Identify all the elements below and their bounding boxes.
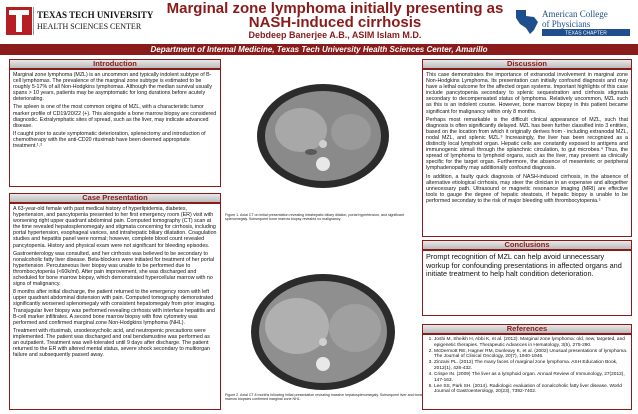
- discussion-paragraph-1: This case demonstrates the importance of extranodal involvement in marginal zone Non-Hodgkins Lymphoma. Its presentation can initially confound diagnosis and may have a lethal outcome for the affected organ systems. Important highlights of this case include pancytopenia secondary to splenic sequestration and cirrhosis stigmata secondary to decompensated status of lymphoma. Relatively uncommon, MZL such as this is an indolent course. However, bone marrow biopsy in this patient became significant for malignancy within only 8 months.: [426, 72, 628, 115]
- double-t-icon: [4, 4, 154, 38]
- reference-item: 1. Joshi M, Sheikh H, Abbi K, et al. (2012). Marginal zone lymphoma: old, new, targeted, and epigenetic therapies. Therapeutic Advances in Hematology, 3(5), 275-290.: [434, 337, 628, 348]
- case-section: [9, 203, 221, 410]
- figure-2-caption: Figure 2. Axial CT 8 months following initial presentation revealing massive hepatosplenomegaly. Subsequent liver and bone marrow biopsies confirmed marginal zone NHL.: [225, 393, 423, 402]
- figure-1-caption: Figure 1. Axial CT on initial presentation revealing intrahepatic biliary dilation, portal hypertension, and significant splenomegaly. Subsequent bone marrow biopsy revealed no malignancy.: [225, 213, 404, 222]
- introduction-heading: Introduction: [9, 59, 221, 69]
- intro-paragraph-3: If caught prior to acute symptomatic deterioration, splenectomy and introduction of chemotherapy with the anti-CD20 rituximab have been deemed appropriate treatment.¹˒²: [13, 130, 206, 150]
- case-paragraph-3: 8 months after initial discharge, the patient returned to the emergency room with left upper quadrant abdominal distension with pain. Computed tomography demonstrated significantly worsened splenomegaly with consistent hepatomegaly from prior imaging. Transjugular liver biopsy was performed revealing cirrhosis with interface hepatitis and B-cell marker infiltrates. A second bone marrow biopsy with flow cytometry was performed and confirmed marginal zone Non-Hodgkins lymphoma (NHL).: [13, 289, 216, 326]
- poster-header: [0, 0, 638, 44]
- intro-paragraph-2: The spleen is one of the most common origins of MZL, with a characteristic tumor marker profile of CD19/20/22 (+). This alongside a bone marrow biopsy are considered diagnostic. Extralymphatic sites of spread, such as the liver, may indicate advanced disease.: [13, 104, 217, 129]
- case-paragraph-1: A 63-year-old female with past medical history of hyperlipidemia, diabetes, hypertension, and pancytopenia presented to her first emergency room (ER) visit with worsening right upper quadrant abdominal pain. Computed tomography (CT) scan at the time revealed hepatosplenomegaly and stigmata concerning for cirrhosis, including portal hypertension, esophageal varices, and intrahepatic biliary dilatation. Coagulation studies and hepatitis panel were normal; however, complete blood count revealed pancytopenia. History and physical exam were not significant for bleeding episodes.: [13, 206, 217, 249]
- discussion-heading: Discussion: [422, 59, 632, 69]
- acp-line1: American College: [542, 9, 608, 19]
- case-paragraph-2: Gastroenterology was consulted, and her cirrhosis was believed to be secondary to nonalcoholic fatty liver disease. Beta-blockers were initiated for treatment of her portal hypertension. Percutaneous liver biopsy was unable to be performed due to thrombocytopenia (<60k/ml). After pain improvement, she was discharged and scheduled for bone marrow biopsy, which demonstrated hypercellular marrow with no signs of malignancy.: [13, 250, 215, 288]
- discussion-section: [422, 69, 632, 237]
- figure-1-ct-image: [225, 60, 422, 210]
- logo-line2: HEALTH SCIENCES CENTER: [37, 22, 142, 31]
- conclusions-text: Prompt recognition of MZL can help avoid unnecessary workup for confounding presentations in affected organs and initiate treatment to help halt condition deterioration.: [426, 252, 622, 279]
- case-paragraph-4: Treatment with rituximab, ursodeoxycholic acid, and neutropenic precautions were implemented. The patient was discharged and oral bendamustine was performed as an outpatient. Treatment was well-tolerated until 9 days after discharge. The patient returned to the ER with altered mental status, severe shock secondary to multiorgan failure and subsequently passed away.: [13, 327, 210, 359]
- discussion-paragraph-3: In addition, a faulty quick diagnosis of NASH-induced cirrhosis, in the absence of alternative etiological cirrhosis, may steer the clinician in an expensive and altogether unnecessary path. Ultrasound or magnetic resonance imaging (MRI) are effective tools to gauge the degree of hepatic steatosis, if hepatic biopsy is unable to be performed secondary to the risk of major bleeding with thrombocytopenia.⁵: [426, 173, 628, 204]
- acp-line2: of Physicians: [542, 19, 591, 29]
- poster-title: Marginal zone lymphoma initially presenting as NASH-induced cirrhosis: [166, 0, 504, 31]
- ttuhsc-logo: [4, 4, 154, 38]
- texas-map-icon: [512, 4, 634, 38]
- acp-line3: TEXAS CHAPTER: [565, 30, 607, 37]
- case-heading: Case Presentation: [9, 193, 221, 203]
- references-heading: References: [422, 324, 632, 334]
- intro-paragraph-1: Marginal zone lymphoma (MZL) is an uncommon and typically indolent subtype of B-cell lymphomas. The prevalence of the marginal zone subtype is estimated to be roughly 5-17% of all Non-Hodgkins lymphomas. Although the median survival usually spans > 10 years, patients may be asymptomatic for long durations before acutely deteriorating.: [13, 72, 213, 103]
- reference-item: 3. Zinzani PL. (2012) The many faces of marginal zone lymphoma. ASH Education Book, 2012(1), 426-432.: [434, 360, 628, 371]
- department-banner: Department of Internal Medicine, Texas Tech University Health Sciences Center, Amarillo: [0, 44, 638, 55]
- acp-logo: [512, 4, 634, 38]
- poster-authors: Debdeep Banerjee A.B., ASIM Islam M.D.: [248, 30, 422, 40]
- discussion-paragraph-2: Perhaps most remarkable is the difficult clinical appearance of MZL, such that diagnosis is often significantly delayed. MZL has been further classified into 3 entities, based on the location from which it originally derives from - including extranodal MZL, nodal MZL, and splenic MZL.³ Increasingly, the liver has been recognized as a distinctly local lymphoid organ. Hepatic cells are constantly exposed to antigens and immunogenic stimuli through the splanchnic circulation, to gut microbes.⁴ Thus, the spread of lymphoma to lymphoid organs, such as the liver, may present as clinically specific for the target organ. Furthermore, the absence of mesenteric or peripheral lymphadenopathy may additionally confound diagnosis.: [426, 116, 628, 172]
- reference-item: 5. Lee SS, Park SH. (2014). Radiologic evaluation of nonalcoholic fatty liver disease. World Journal of Gastroenterology, 20(23), 7392-7402.: [434, 384, 628, 395]
- logo-line1: TEXAS TECH UNIVERSITY: [37, 10, 154, 20]
- references-section: [422, 334, 632, 410]
- introduction-section: [9, 69, 221, 187]
- reference-item: 2. McDermott RE, Hagner RM, Dunleavy K, et al. (2002) Unusual presentations of lymphoma. The Journal of Clinical Oncology, 20(7), 1940-1946.: [434, 349, 628, 360]
- conclusions-section: [422, 250, 632, 316]
- conclusions-heading: Conclusions: [422, 240, 632, 250]
- reference-item: 4. Crispe IN. (2009) The liver as a lymphoid organ. Annual Review of Immunology, 27(2012), 147-163.: [434, 372, 628, 383]
- figure-2-ct-image: [225, 250, 422, 410]
